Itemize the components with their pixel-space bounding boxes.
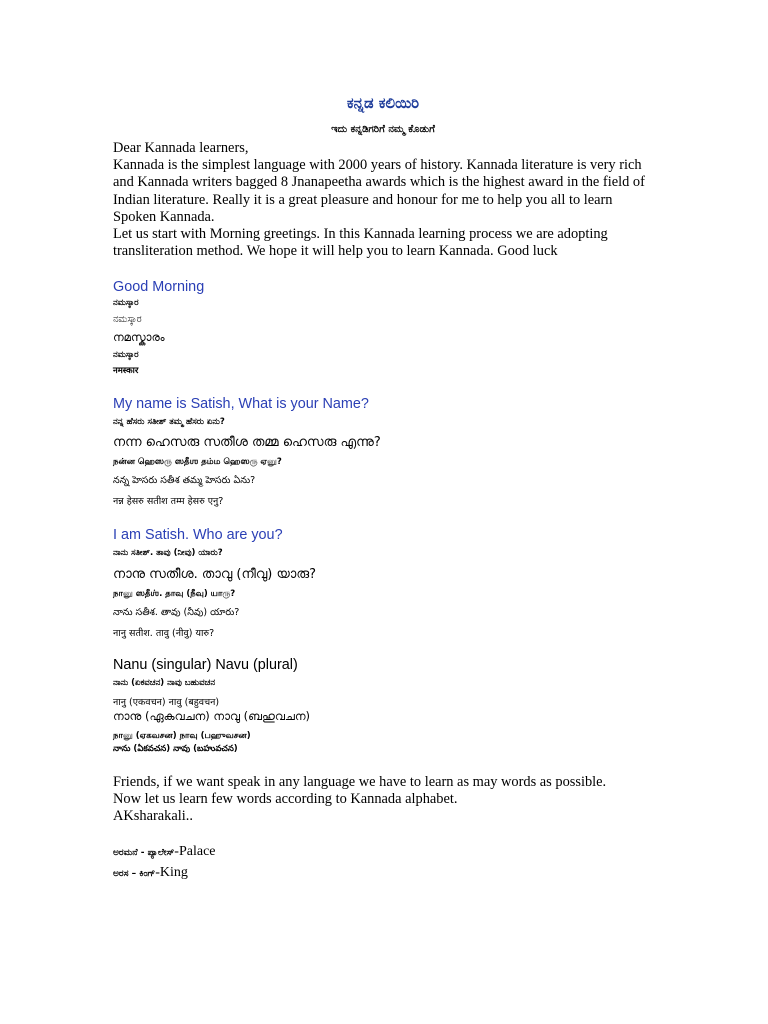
hindi-line: नानु (एकवचन) नावु (बहुवचन) — [113, 697, 220, 708]
vocab-english: -King — [155, 865, 188, 880]
page-subtitle: ಇದು ಕನ್ನಡಿಗರಿಗೆ ನಮ್ಮ ಕೊಡುಗೆ — [331, 124, 435, 135]
section-heading-good-morning: Good Morning — [113, 279, 205, 295]
tamil-line: நன்ன ஹெஸரு ஸதீஶ தம்ம ஹெஸரு ஏனு? — [113, 457, 282, 467]
kannada-line: ನಮಸ್ಕಾರ — [113, 314, 142, 325]
malayalam-line: നന്ന ഹെസരു സതീശ തമ്മ ഹെസരു എന്നു? — [113, 435, 381, 450]
tamil-line: நானு ஸதீஶ். தாவு (நீவு) யாரு? — [113, 589, 236, 599]
tamil-line: நானு (ஏகவசன) நாவு (பஹுவசன) — [113, 731, 251, 741]
telugu-line: నాను సతీశ. తావు (నీవు) యారు? — [113, 607, 240, 618]
intro-paragraph-1: Kannada is the simplest language with 2000 years of history. Kannada literature is very rich and Kannada writers bagged 8 Jnanapeetha awards which is the highest award in the field of Indian literature. Really it is a great pleasure and honour for me to help you all to learn Spoken Kannada. — [113, 157, 645, 225]
kannada-line: ನಾನು (ಏಕವಚನ) ನಾವು ಬಹುವಚನ — [113, 678, 216, 688]
page-title: ಕನ್ನಡ ಕಲಿಯಿರಿ — [346, 94, 420, 112]
closing-text — [113, 774, 658, 825]
closing-line-1: Friends, if we want speak in any language we have to learn as may words as possible. — [113, 774, 607, 790]
section-heading-i-am-satish: I am Satish. Who are you? — [113, 527, 283, 543]
telugu-line: నాను (ఏకవచన) నావు (బహువచన) — [113, 744, 238, 754]
closing-line-2: Now let us learn few words according to Kannada alphabet. — [113, 791, 458, 807]
section-heading-my-name: My name is Satish, What is your Name? — [113, 396, 369, 412]
kannada-line: ನಾನು ಸತೀಶ್. ತಾವು (ನೀವು) ಯಾರು? — [113, 548, 223, 558]
intro-paragraph-2: Let us start with Morning greetings. In this Kannada learning process we are adopting transliteration method. We hope it will help you to learn Kannada. Good luck — [113, 226, 608, 260]
hindi-line: नन्न हेसरु सतीश तम्म हेसरु एनु? — [113, 496, 224, 507]
vocab-word-palace — [113, 844, 216, 860]
kannada-line: ನನ್ನ ಹೆಸರು ಸತೀಶ್ ತಮ್ಮ ಹೆಸರು ಏನು? — [113, 417, 225, 427]
closing-line-3: AKsharakali.. — [113, 808, 193, 824]
hindi-line: नमस्कार — [113, 366, 139, 376]
vocab-english: -Palace — [174, 844, 216, 859]
malayalam-line: നമസ്കാരം — [113, 330, 165, 344]
kannada-line: ನಮಸ್ಕಾರ — [113, 298, 139, 308]
kannada-line: ನಮಸ್ಕಾರ — [113, 350, 139, 360]
telugu-line: నన్న హెసరు సతీశ తమ్మ హెసరు ఏను? — [113, 475, 256, 486]
hindi-line: नानु सतीश. तावु (नीवु) यारु? — [113, 628, 215, 639]
section-heading-nanu-navu: Nanu (singular) Navu (plural) — [113, 657, 298, 673]
intro-text — [113, 140, 658, 260]
malayalam-line: നാനു (ഏകവചന) നാവു (ബഹുവചന) — [113, 709, 311, 723]
vocab-kannada: ಅರಮನೆ - ಪ್ಯಾಲೇಸ್ — [113, 848, 175, 858]
vocab-word-king — [113, 865, 188, 881]
malayalam-line: നാനു സതീശ. താവു (നീവു) യാരു? — [113, 567, 317, 582]
intro-greeting: Dear Kannada learners, — [113, 140, 249, 156]
vocab-kannada: ಅರಸ – ಕಿಂಗ್ — [113, 869, 156, 879]
